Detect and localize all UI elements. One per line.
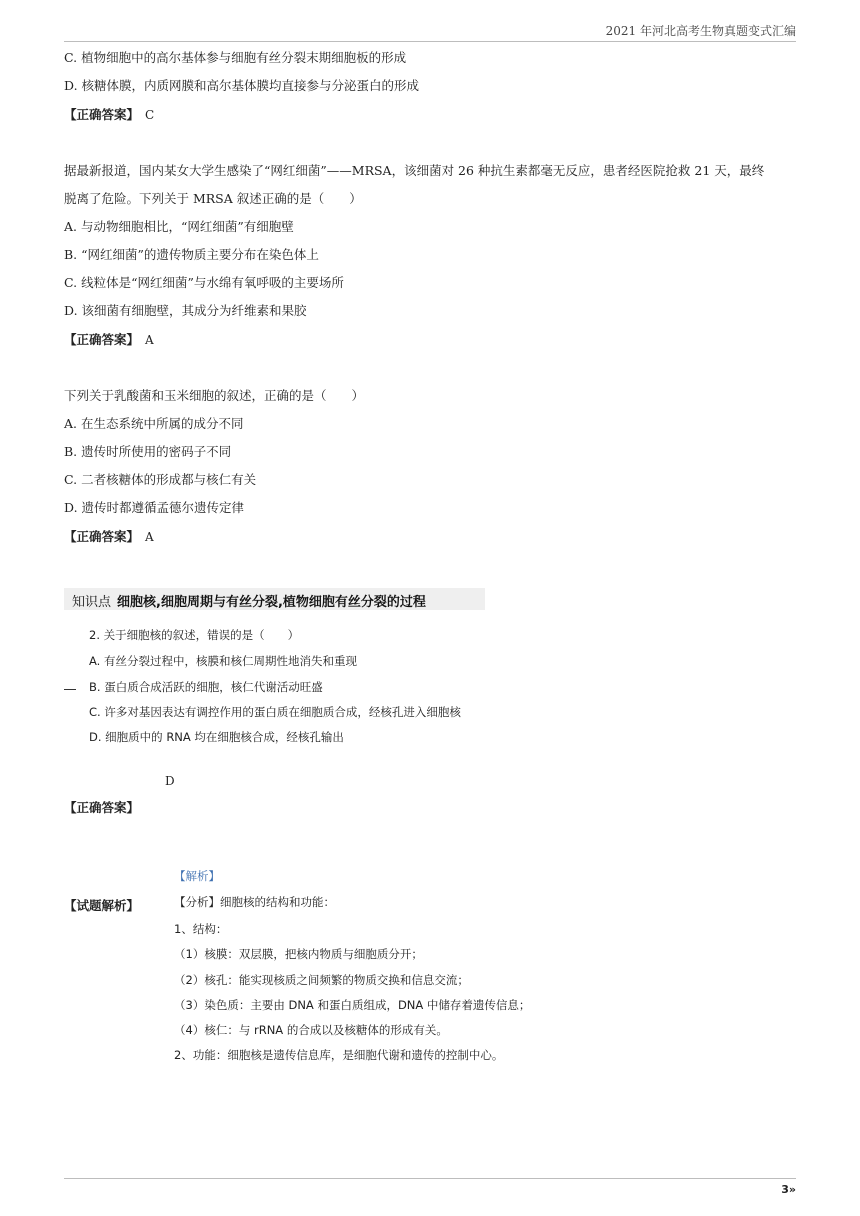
footer-divider [64,1178,796,1179]
margin-dash [64,689,76,690]
option-c: C. 植物细胞中的高尔基体参与细胞有丝分裂末期细胞板的形成 [64,50,407,65]
answer-row [64,106,154,124]
analysis-tag: 【解析】 [174,869,220,883]
answer-value: A [145,333,154,347]
knowledge-point-text [72,591,426,610]
analysis-line: 1、结构： [174,922,228,936]
q2-option-c: C. 许多对基因表达有调控作用的蛋白质在细胞质合成，经核孔进入细胞核 [89,705,461,719]
answer-row [64,528,154,546]
option-d: D. 核糖体膜，内质网膜和高尔基体膜均直接参与分泌蛋白的形成 [64,78,420,93]
answer-label: 【正确答案】 [64,107,140,122]
q2-option-d: D. 细胞质中的 RNA 均在细胞核合成，经核孔输出 [89,730,344,744]
page-number: 3» [781,1183,796,1196]
analysis-line: （3）染色质：主要由 DNA 和蛋白质组成，DNA 中储存着遗传信息； [174,998,531,1012]
option-b: B. 遗传时所使用的密码子不同 [64,444,232,459]
answer-value: A [145,530,154,544]
option-d: D. 该细菌有细胞壁，其成分为纤维素和果胶 [64,303,307,318]
analysis-line: （4）核仁：与 rRNA 的合成以及核糖体的形成有关。 [174,1023,448,1037]
header-title: 2021 年河北高考生物真题变式汇编 [605,24,796,38]
q2-option-b: B. 蛋白质合成活跃的细胞，核仁代谢活动旺盛 [89,680,323,694]
option-c: C. 线粒体是“网红细菌”与水绵有氧呼吸的主要场所 [64,275,344,290]
option-a: A. 与动物细胞相比，“网红细菌”有细胞壁 [64,219,294,234]
option-b: B. “网红细菌”的遗传物质主要分布在染色体上 [64,247,319,262]
knowledge-point-title: 细胞核,细胞周期与有丝分裂,植物细胞有丝分裂的过程 [117,595,426,610]
q2-answer-label: 【正确答案】 [64,800,140,815]
q2-answer-value: D [165,774,175,788]
question-stem: 据最新报道，国内某女大学生感染了“网红细菌”——MRSA，该细菌对 26 种抗生素都毫无反应，患者经医院抢救 21 天，最终 [64,163,765,178]
answer-label: 【正确答案】 [64,529,140,544]
question-stem: 下列关于乳酸菌和玉米细胞的叙述，正确的是（ ） [64,388,365,403]
knowledge-point-bar [64,588,485,610]
option-c: C. 二者核糖体的形成都与核仁有关 [64,472,257,487]
analysis-line: （2）核孔：能实现核质之间频繁的物质交换和信息交流； [174,973,469,987]
analysis-line: 2、功能：细胞核是遗传信息库，是细胞代谢和遗传的控制中心。 [174,1048,504,1062]
answer-row [64,331,154,349]
analysis-line: 【分析】细胞核的结构和功能： [174,895,335,909]
question-2-stem: 2. 关于细胞核的叙述，错误的是（ ） [89,628,300,642]
option-d: D. 遗传时都遵循孟德尔遗传定律 [64,500,245,515]
option-a: A. 在生态系统中所属的成分不同 [64,416,244,431]
analysis-line: （1）核膜：双层膜，把核内物质与细胞质分开； [174,947,423,961]
question-stem-cont: 脱离了危险。下列关于 MRSA 叙述正确的是（ ） [64,191,362,206]
answer-value: C [145,108,155,122]
answer-label: 【正确答案】 [64,332,140,347]
knowledge-point-prefix: 知识点 [72,595,112,610]
analysis-label: 【试题解析】 [64,898,140,913]
header-divider [64,41,796,42]
q2-option-a: A. 有丝分裂过程中，核膜和核仁周期性地消失和重现 [89,654,357,668]
